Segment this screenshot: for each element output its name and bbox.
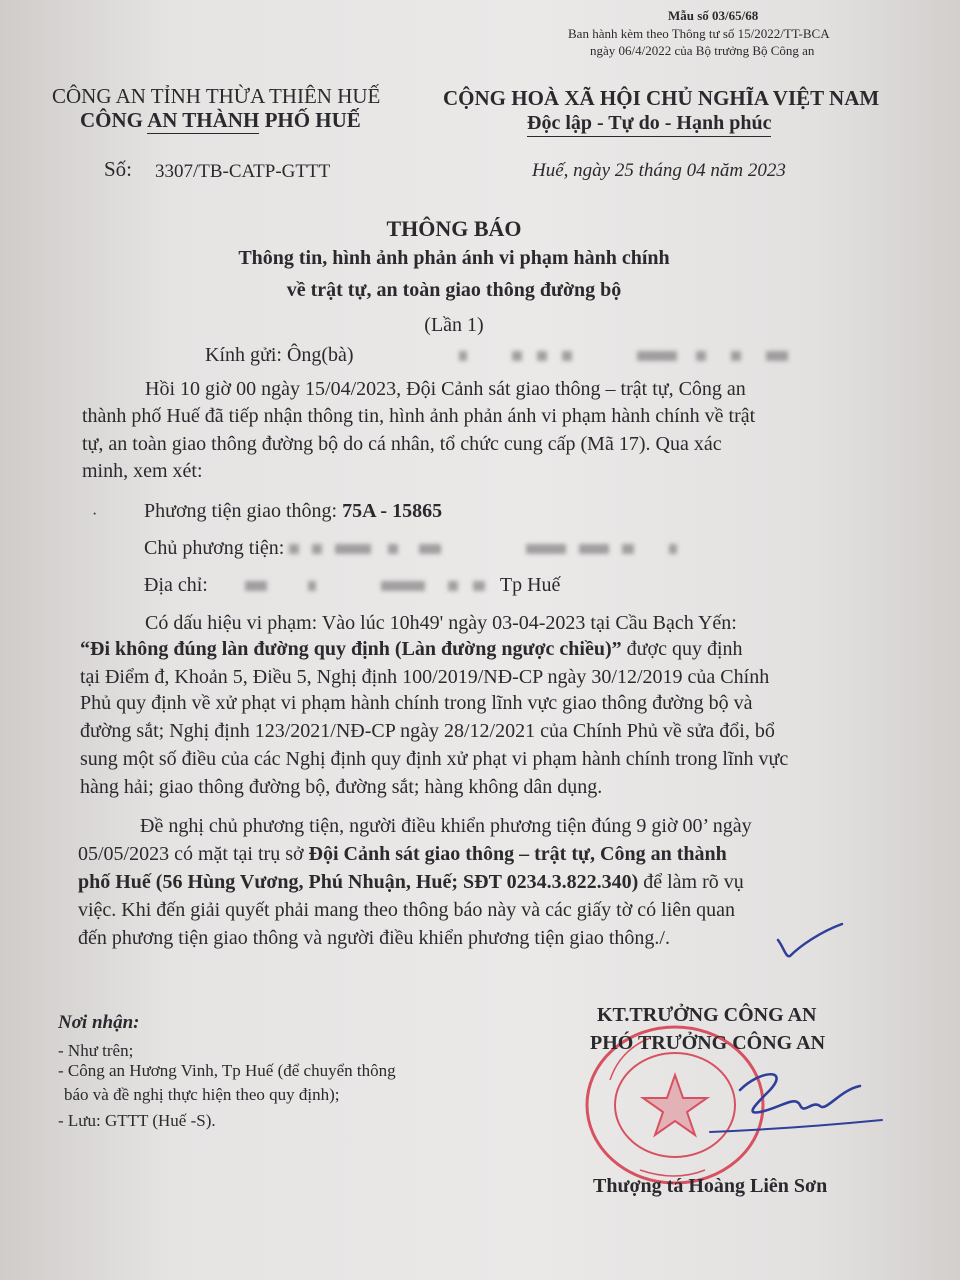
notice-sequence: (Lần 1) xyxy=(424,314,484,336)
redacted-owner xyxy=(622,544,634,554)
document-subtitle-line-1: Thông tin, hình ảnh phản ánh vi phạm hành chính xyxy=(238,247,670,269)
doc-number-label: Số: xyxy=(104,157,133,181)
signature-title-line-2: PHÓ TRƯỞNG CÔNG AN xyxy=(590,1032,826,1054)
document-title: THÔNG BÁO xyxy=(386,216,522,241)
redacted-owner xyxy=(579,544,609,554)
redacted-name xyxy=(562,351,572,361)
redacted-owner xyxy=(388,544,398,554)
vehicle-label: Phương tiện giao thông: xyxy=(144,500,343,522)
recipient-item: - Công an Hương Vinh, Tp Huế (để chuyển thông xyxy=(58,1061,396,1080)
paragraph-2-line-6: sung một số điều của các Nghị định quy định xử phạt vi phạm hành chính trong lĩnh vực xyxy=(80,748,789,770)
redacted-address xyxy=(245,581,267,591)
recipient-item: - Như trên; xyxy=(58,1041,134,1060)
redacted-address xyxy=(473,581,485,591)
signer-name: Thượng tá Hoàng Liên Sơn xyxy=(593,1175,828,1197)
recipient-item: - Lưu: GTTT (Huế -S). xyxy=(58,1111,216,1130)
margin-mark: · xyxy=(92,506,98,523)
paragraph-3-line-1: Đề nghị chủ phương tiện, người điều khiển phương tiện đúng 9 giờ 00’ ngày xyxy=(140,815,752,837)
paragraph-2-line-1: Có dấu hiệu vi phạm: Vào lúc 10h49' ngày 03-04-2023 tại Cầu Bạch Yến: xyxy=(145,612,737,634)
paragraph-1-line-4: minh, xem xét: xyxy=(82,460,203,482)
redacted-owner xyxy=(669,544,677,554)
paragraph-2-line-5: đường sắt; Nghị định 123/2021/NĐ-CP ngày 28/12/2021 của Chính Phủ về sửa đổi, bổ xyxy=(80,720,775,742)
addressee-label: Kính gửi: Ông(bà) xyxy=(205,344,354,366)
signature-title-line-1: KT.TRƯỞNG CÔNG AN xyxy=(597,1004,817,1026)
address-label: Địa chỉ: xyxy=(144,574,208,596)
recipient-item-continued: báo và đề nghị thực hiện theo quy định); xyxy=(64,1085,340,1104)
redacted-owner xyxy=(419,544,441,554)
redacted-address xyxy=(381,581,425,591)
paragraph-2-line-2 xyxy=(80,638,743,661)
paragraph-2-line-3: tại Điểm đ, Khoản 5, Điều 5, Nghị định 100/2019/NĐ-CP ngày 30/12/2019 của Chính xyxy=(80,666,770,688)
paragraph-2-line-7: hàng hải; giao thông đường bộ, đường sắt; hàng không dân dụng. xyxy=(80,776,603,798)
redacted-name xyxy=(537,351,547,361)
address-line xyxy=(144,574,560,597)
form-issued-line-1: Ban hành kèm theo Thông tư số 15/2022/TT-BCA xyxy=(568,26,830,41)
police-unit-name: Đội Cảnh sát giao thông – trật tự, Công an thành xyxy=(308,843,727,865)
agency-name-part-2: AN THÀNH xyxy=(147,108,260,132)
paragraph-1-line-3: tự, an toàn giao thông đường bộ do cá nhân, tổ chức cung cấp (Mã 17). Qua xác xyxy=(82,433,722,455)
recipients-title: Nơi nhận: xyxy=(58,1012,140,1033)
paragraph-2-line-4: Phủ quy định về xử phạt vi phạm hành chính trong lĩnh vực giao thông đường bộ và xyxy=(80,692,753,714)
addressee xyxy=(205,344,788,367)
redacted-name xyxy=(512,351,522,361)
vehicle-line xyxy=(144,500,442,523)
paragraph-3-line-2-a: 05/05/2023 có mặt tại trụ sở xyxy=(78,843,309,865)
nation-heading: CỘNG HOÀ XÃ HỘI CHỦ NGHĨA VIỆT NAM xyxy=(443,86,880,110)
redacted-address xyxy=(308,581,316,591)
redacted-owner xyxy=(289,544,299,554)
paragraph-3-line-3-rest: để làm rõ vụ xyxy=(638,871,744,893)
doc-number: 3307/TB-CATP-GTTT xyxy=(155,161,331,182)
paragraph-1-line-1: Hồi 10 giờ 00 ngày 15/04/2023, Đội Cảnh sát giao thông – trật tự, Công an xyxy=(145,378,746,400)
owner-line xyxy=(144,537,677,560)
redacted-name xyxy=(731,351,741,361)
paragraph-2-line-2-rest: được quy định xyxy=(621,638,743,660)
police-unit-address: phố Huế (56 Hùng Vương, Phú Nhuận, Huế; SĐT 0234.3.822.340) xyxy=(78,871,639,893)
redacted-owner xyxy=(335,544,371,554)
paragraph-3-line-3 xyxy=(78,871,744,894)
paragraph-3-line-5: đến phương tiện giao thông và người điều khiển phương tiện giao thông./. xyxy=(78,927,670,949)
address-city: Tp Huế xyxy=(499,574,561,596)
redacted-name xyxy=(766,351,788,361)
paragraph-3-line-2 xyxy=(78,843,727,866)
document-subtitle-line-2: về trật tự, an toàn giao thông đường bộ xyxy=(286,279,622,301)
redacted-owner xyxy=(312,544,322,554)
redacted-name xyxy=(459,351,467,361)
ink-checkmark xyxy=(770,918,850,968)
redacted-owner xyxy=(526,544,566,554)
agency-name xyxy=(80,108,361,133)
place-date: Huế, ngày 25 tháng 04 năm 2023 xyxy=(532,160,786,181)
form-issued-line-2: ngày 06/4/2022 của Bộ trưởng Bộ Công an xyxy=(590,43,815,58)
paragraph-3-line-4: việc. Khi đến giải quyết phải mang theo thông báo này và các giấy tờ có liên quan xyxy=(78,899,736,921)
redacted-address xyxy=(448,581,458,591)
handwritten-signature xyxy=(700,1060,890,1150)
redacted-name xyxy=(637,351,677,361)
vehicle-plate: 75A - 15865 xyxy=(342,500,443,522)
owner-label: Chủ phương tiện: xyxy=(144,537,285,559)
violation-description: “Đi không đúng làn đường quy định (Làn đường ngược chiều)” xyxy=(80,638,622,660)
motto: Độc lập - Tự do - Hạnh phúc xyxy=(527,112,771,137)
paragraph-1-line-2: thành phố Huế đã tiếp nhận thông tin, hình ảnh phản ánh vi phạm hành chính về trật xyxy=(82,405,756,427)
agency-name-part-1: CÔNG xyxy=(80,108,148,132)
agency-parent: CÔNG AN TỈNH THỪA THIÊN HUẾ xyxy=(52,84,381,108)
redacted-name xyxy=(696,351,706,361)
agency-name-part-3: PHỐ HUẾ xyxy=(259,108,361,132)
form-code: Mẫu số 03/65/68 xyxy=(668,8,759,23)
